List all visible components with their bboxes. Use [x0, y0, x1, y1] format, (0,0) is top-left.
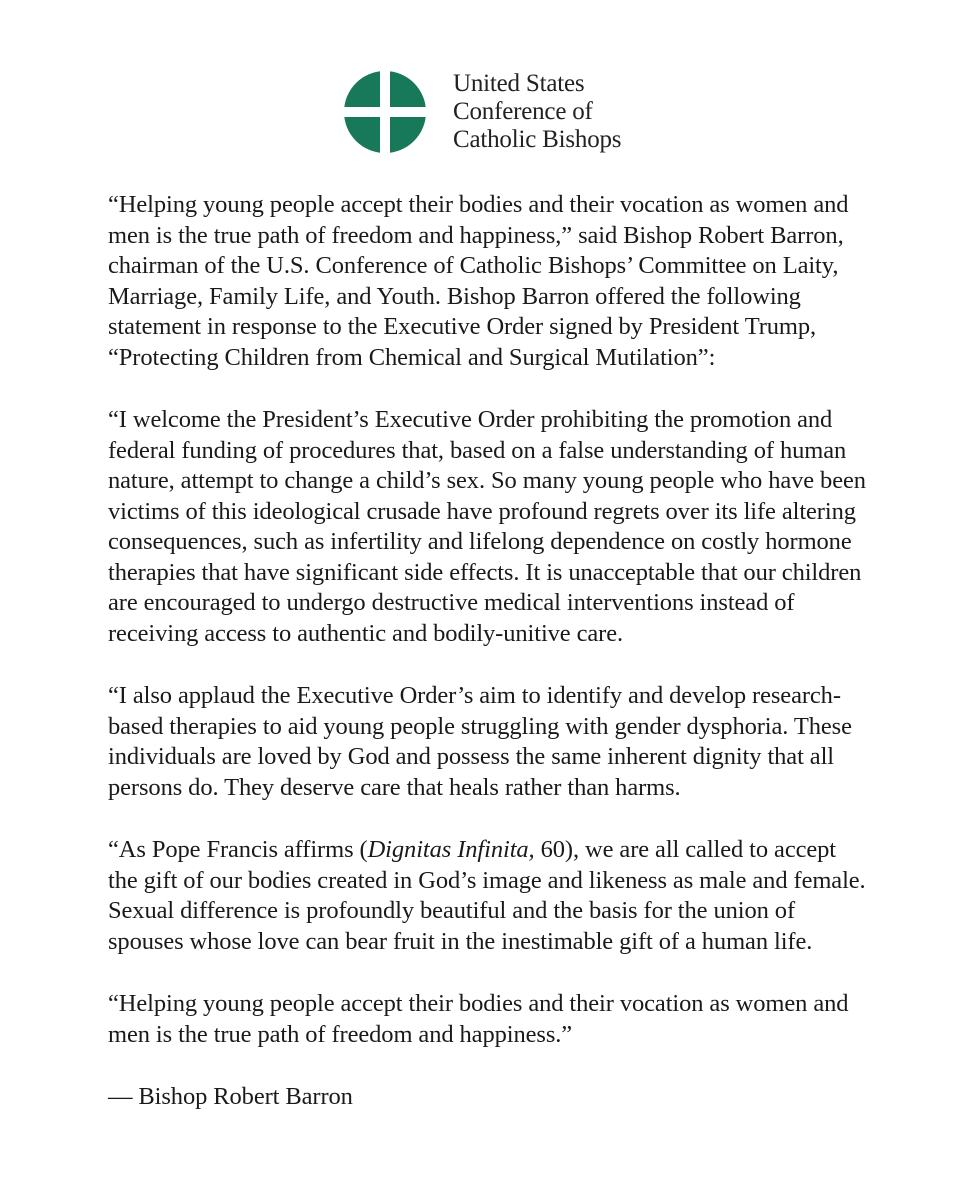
pope-francis-paragraph-start: “As Pope Francis affirms (: [108, 836, 368, 863]
org-name-line-2: Conference of: [453, 98, 593, 125]
applaud-paragraph: “I also applaud the Executive Order’s aim to identify and develop research-based therapies to aid young people struggling with gender dysphoria. These individuals are loved by God and possess the same inherent dignity that all persons do. They deserve care that heals rather than harms.: [108, 682, 852, 801]
pope-francis-paragraph: [108, 835, 868, 957]
welcome-paragraph: “I welcome the President’s Executive Order prohibiting the promotion and federal funding of procedures that, based on a false understanding of human nature, attempt to change a child’s sex. So many young people who have been victims of this ideological crusade have profound regrets over its life altering consequences, such as infertility and lifelong dependence on costly hormone therapies that have significant side effects. It is unacceptable that our children are encouraged to undergo destructive medical interventions instead of receiving access to authentic and bodily-unitive care.: [108, 406, 866, 647]
org-name: [453, 70, 621, 154]
usccb-header: [343, 70, 621, 154]
cross-icon: [343, 70, 427, 154]
org-name-line-1: United States: [453, 70, 585, 97]
org-name-line-3: Catholic Bishops: [453, 126, 622, 153]
closing-quote-paragraph: “Helping young people accept their bodies and their vocation as women and men is the true path of freedom and happiness.”: [108, 990, 849, 1048]
dignitas-infinita-citation: Dignitas Infinita,: [367, 836, 535, 863]
statement-body: [108, 190, 868, 1145]
pope-francis-paragraph-end: 60), we are all called to accept the gift of our bodies created in God’s image and likeness as male and female. Sexual difference is profoundly beautiful and the basis for the union of spouses whose love can bear fruit in the inestimable gift of a human life.: [108, 836, 866, 955]
signature: — Bishop Robert Barron: [108, 1083, 353, 1110]
intro-paragraph: “Helping young people accept their bodies and their vocation as women and men is the true path of freedom and happiness,” said Bishop Robert Barron, chairman of the U.S. Conference of Catholic Bishops’ Committee on Laity, Marriage, Family Life, and Youth. Bishop Barron offered the following statement in response to the Executive Order signed by President Trump, “Protecting Children from Chemical and Surgical Mutilation”:: [108, 191, 849, 371]
